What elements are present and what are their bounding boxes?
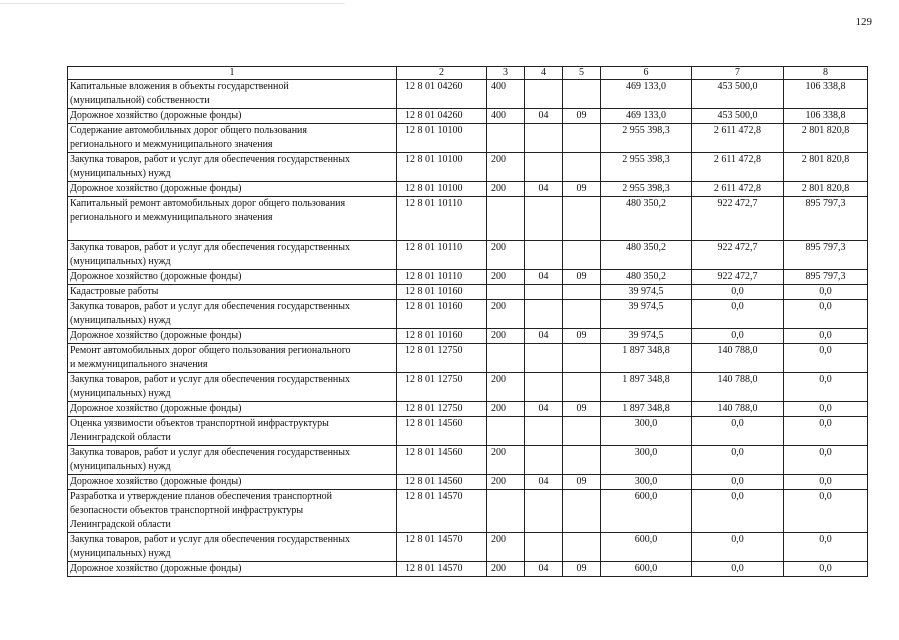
amount-col-8: 0,0 bbox=[784, 285, 868, 300]
subsection-code bbox=[563, 417, 601, 446]
column-header: 7 bbox=[692, 67, 784, 80]
expense-type-code bbox=[487, 285, 525, 300]
amount-col-8: 106 338,8 bbox=[784, 80, 868, 109]
amount-col-8: 895 797,3 bbox=[784, 197, 868, 241]
amount-col-6: 39 974,5 bbox=[601, 285, 692, 300]
amount-col-7: 922 472,7 bbox=[692, 197, 784, 241]
item-name: Ремонт автомобильных дорог общего пользования регионального и межмуниципального значения bbox=[68, 344, 397, 373]
amount-col-7: 0,0 bbox=[692, 562, 784, 577]
item-name: Закупка товаров, работ и услуг для обеспечения государственных (муниципальных) нужд bbox=[68, 300, 397, 329]
item-name: Кадастровые работы bbox=[68, 285, 397, 300]
item-name: Оценка уязвимости объектов транспортной инфраструктуры Ленинградской области bbox=[68, 417, 397, 446]
amount-col-8: 0,0 bbox=[784, 562, 868, 577]
section-code bbox=[525, 373, 563, 402]
target-code: 12 8 01 14570 bbox=[397, 562, 487, 577]
subsection-code: 09 bbox=[563, 182, 601, 197]
amount-col-6: 2 955 398,3 bbox=[601, 124, 692, 153]
amount-col-6: 2 955 398,3 bbox=[601, 182, 692, 197]
table-row bbox=[68, 344, 868, 373]
amount-col-7: 2 611 472,8 bbox=[692, 182, 784, 197]
item-name: Содержание автомобильных дорог общего пользования регионального и межмуниципального значения bbox=[68, 124, 397, 153]
section-code bbox=[525, 300, 563, 329]
target-code: 12 8 01 12750 bbox=[397, 402, 487, 417]
target-code: 12 8 01 10100 bbox=[397, 182, 487, 197]
subsection-code bbox=[563, 197, 601, 241]
item-name: Закупка товаров, работ и услуг для обеспечения государственных (муниципальных) нужд bbox=[68, 241, 397, 270]
expense-type-code: 400 bbox=[487, 109, 525, 124]
amount-col-8: 895 797,3 bbox=[784, 270, 868, 285]
amount-col-7: 453 500,0 bbox=[692, 109, 784, 124]
table-row bbox=[68, 153, 868, 182]
section-code: 04 bbox=[525, 182, 563, 197]
item-name: Закупка товаров, работ и услуг для обеспечения государственных (муниципальных) нужд bbox=[68, 533, 397, 562]
amount-col-7: 2 611 472,8 bbox=[692, 153, 784, 182]
target-code: 12 8 01 14560 bbox=[397, 417, 487, 446]
section-code bbox=[525, 490, 563, 533]
amount-col-6: 480 350,2 bbox=[601, 241, 692, 270]
subsection-code: 09 bbox=[563, 270, 601, 285]
expense-type-code: 200 bbox=[487, 153, 525, 182]
section-code bbox=[525, 197, 563, 241]
amount-col-8: 0,0 bbox=[784, 373, 868, 402]
expense-type-code: 200 bbox=[487, 562, 525, 577]
target-code: 12 8 01 04260 bbox=[397, 80, 487, 109]
amount-col-7: 453 500,0 bbox=[692, 80, 784, 109]
subsection-code bbox=[563, 241, 601, 270]
column-header: 2 bbox=[397, 67, 487, 80]
expense-type-code: 200 bbox=[487, 329, 525, 344]
expense-type-code: 200 bbox=[487, 475, 525, 490]
scan-edge-line bbox=[0, 3, 345, 4]
amount-col-6: 1 897 348,8 bbox=[601, 402, 692, 417]
target-code: 12 8 01 10160 bbox=[397, 329, 487, 344]
amount-col-7: 140 788,0 bbox=[692, 344, 784, 373]
target-code: 12 8 01 12750 bbox=[397, 344, 487, 373]
table-row bbox=[68, 182, 868, 197]
expense-type-code bbox=[487, 197, 525, 241]
subsection-code bbox=[563, 285, 601, 300]
table-row bbox=[68, 285, 868, 300]
table-row bbox=[68, 402, 868, 417]
amount-col-8: 2 801 820,8 bbox=[784, 182, 868, 197]
table-row bbox=[68, 446, 868, 475]
item-name: Капитальные вложения в объекты государственной (муниципальной) собственности bbox=[68, 80, 397, 109]
section-code bbox=[525, 446, 563, 475]
target-code: 12 8 01 10160 bbox=[397, 300, 487, 329]
amount-col-6: 1 897 348,8 bbox=[601, 373, 692, 402]
target-code: 12 8 01 10110 bbox=[397, 241, 487, 270]
target-code: 12 8 01 12750 bbox=[397, 373, 487, 402]
column-header: 4 bbox=[525, 67, 563, 80]
amount-col-8: 2 801 820,8 bbox=[784, 153, 868, 182]
table-row bbox=[68, 80, 868, 109]
target-code: 12 8 01 10110 bbox=[397, 197, 487, 241]
section-code bbox=[525, 285, 563, 300]
table-row bbox=[68, 197, 868, 241]
amount-col-8: 0,0 bbox=[784, 300, 868, 329]
amount-col-8: 0,0 bbox=[784, 446, 868, 475]
subsection-code bbox=[563, 80, 601, 109]
table-row bbox=[68, 373, 868, 402]
subsection-code bbox=[563, 446, 601, 475]
table-row bbox=[68, 417, 868, 446]
amount-col-6: 600,0 bbox=[601, 533, 692, 562]
item-name: Разработка и утверждение планов обеспечения транспортной безопасности объектов транспортной инфраструктуры Ленинградской области bbox=[68, 490, 397, 533]
table-row bbox=[68, 109, 868, 124]
amount-col-8: 0,0 bbox=[784, 490, 868, 533]
item-name: Дорожное хозяйство (дорожные фонды) bbox=[68, 182, 397, 197]
item-name: Дорожное хозяйство (дорожные фонды) bbox=[68, 475, 397, 490]
item-name: Закупка товаров, работ и услуг для обеспечения государственных (муниципальных) нужд bbox=[68, 373, 397, 402]
subsection-code: 09 bbox=[563, 475, 601, 490]
section-code: 04 bbox=[525, 402, 563, 417]
amount-col-7: 0,0 bbox=[692, 300, 784, 329]
expense-type-code: 200 bbox=[487, 241, 525, 270]
section-code: 04 bbox=[525, 475, 563, 490]
amount-col-7: 0,0 bbox=[692, 446, 784, 475]
section-code bbox=[525, 533, 563, 562]
amount-col-7: 0,0 bbox=[692, 285, 784, 300]
section-code bbox=[525, 344, 563, 373]
budget-table bbox=[67, 66, 868, 577]
page-number: 129 bbox=[855, 16, 872, 28]
table-row bbox=[68, 124, 868, 153]
item-name: Дорожное хозяйство (дорожные фонды) bbox=[68, 329, 397, 344]
table-row bbox=[68, 562, 868, 577]
section-code bbox=[525, 153, 563, 182]
table-row bbox=[68, 533, 868, 562]
subsection-code: 09 bbox=[563, 402, 601, 417]
amount-col-7: 0,0 bbox=[692, 533, 784, 562]
subsection-code bbox=[563, 490, 601, 533]
amount-col-8: 0,0 bbox=[784, 344, 868, 373]
expense-type-code bbox=[487, 417, 525, 446]
amount-col-7: 922 472,7 bbox=[692, 270, 784, 285]
amount-col-7: 922 472,7 bbox=[692, 241, 784, 270]
subsection-code bbox=[563, 124, 601, 153]
table-row bbox=[68, 329, 868, 344]
amount-col-6: 480 350,2 bbox=[601, 270, 692, 285]
column-header: 6 bbox=[601, 67, 692, 80]
amount-col-7: 0,0 bbox=[692, 490, 784, 533]
expense-type-code: 200 bbox=[487, 182, 525, 197]
table-row bbox=[68, 270, 868, 285]
table-row bbox=[68, 475, 868, 490]
section-code bbox=[525, 417, 563, 446]
expense-type-code: 400 bbox=[487, 80, 525, 109]
section-code: 04 bbox=[525, 562, 563, 577]
amount-col-6: 600,0 bbox=[601, 562, 692, 577]
amount-col-6: 600,0 bbox=[601, 490, 692, 533]
expense-type-code bbox=[487, 490, 525, 533]
amount-col-8: 895 797,3 bbox=[784, 241, 868, 270]
expense-type-code: 200 bbox=[487, 446, 525, 475]
item-name: Закупка товаров, работ и услуг для обеспечения государственных (муниципальных) нужд bbox=[68, 446, 397, 475]
amount-col-8: 106 338,8 bbox=[784, 109, 868, 124]
amount-col-7: 0,0 bbox=[692, 417, 784, 446]
section-code: 04 bbox=[525, 329, 563, 344]
column-header: 3 bbox=[487, 67, 525, 80]
section-code: 04 bbox=[525, 109, 563, 124]
amount-col-6: 2 955 398,3 bbox=[601, 153, 692, 182]
amount-col-6: 469 133,0 bbox=[601, 80, 692, 109]
subsection-code: 09 bbox=[563, 109, 601, 124]
target-code: 12 8 01 10100 bbox=[397, 124, 487, 153]
amount-col-7: 0,0 bbox=[692, 329, 784, 344]
amount-col-6: 469 133,0 bbox=[601, 109, 692, 124]
subsection-code bbox=[563, 300, 601, 329]
item-name: Дорожное хозяйство (дорожные фонды) bbox=[68, 270, 397, 285]
amount-col-8: 2 801 820,8 bbox=[784, 124, 868, 153]
amount-col-6: 1 897 348,8 bbox=[601, 344, 692, 373]
column-header: 1 bbox=[68, 67, 397, 80]
target-code: 12 8 01 10110 bbox=[397, 270, 487, 285]
amount-col-8: 0,0 bbox=[784, 402, 868, 417]
column-header: 5 bbox=[563, 67, 601, 80]
item-name: Капитальный ремонт автомобильных дорог общего пользования регионального и межмуниципального значения bbox=[68, 197, 397, 241]
subsection-code: 09 bbox=[563, 329, 601, 344]
expense-type-code bbox=[487, 124, 525, 153]
amount-col-7: 140 788,0 bbox=[692, 402, 784, 417]
table-row bbox=[68, 490, 868, 533]
subsection-code: 09 bbox=[563, 562, 601, 577]
subsection-code bbox=[563, 373, 601, 402]
expense-type-code: 200 bbox=[487, 270, 525, 285]
target-code: 12 8 01 10100 bbox=[397, 153, 487, 182]
expense-type-code bbox=[487, 344, 525, 373]
amount-col-8: 0,0 bbox=[784, 417, 868, 446]
column-number-row bbox=[68, 67, 868, 80]
target-code: 12 8 01 14570 bbox=[397, 533, 487, 562]
amount-col-7: 140 788,0 bbox=[692, 373, 784, 402]
amount-col-7: 2 611 472,8 bbox=[692, 124, 784, 153]
amount-col-6: 300,0 bbox=[601, 417, 692, 446]
item-name: Закупка товаров, работ и услуг для обеспечения государственных (муниципальных) нужд bbox=[68, 153, 397, 182]
amount-col-6: 480 350,2 bbox=[601, 197, 692, 241]
amount-col-8: 0,0 bbox=[784, 329, 868, 344]
section-code bbox=[525, 124, 563, 153]
section-code bbox=[525, 241, 563, 270]
item-name: Дорожное хозяйство (дорожные фонды) bbox=[68, 562, 397, 577]
amount-col-6: 300,0 bbox=[601, 475, 692, 490]
target-code: 12 8 01 10160 bbox=[397, 285, 487, 300]
item-name: Дорожное хозяйство (дорожные фонды) bbox=[68, 109, 397, 124]
amount-col-6: 300,0 bbox=[601, 446, 692, 475]
subsection-code bbox=[563, 533, 601, 562]
target-code: 12 8 01 14560 bbox=[397, 475, 487, 490]
amount-col-7: 0,0 bbox=[692, 475, 784, 490]
expense-type-code: 200 bbox=[487, 300, 525, 329]
target-code: 12 8 01 14560 bbox=[397, 446, 487, 475]
section-code bbox=[525, 80, 563, 109]
item-name: Дорожное хозяйство (дорожные фонды) bbox=[68, 402, 397, 417]
target-code: 12 8 01 04260 bbox=[397, 109, 487, 124]
table-row bbox=[68, 300, 868, 329]
target-code: 12 8 01 14570 bbox=[397, 490, 487, 533]
amount-col-8: 0,0 bbox=[784, 533, 868, 562]
table-row bbox=[68, 241, 868, 270]
expense-type-code: 200 bbox=[487, 373, 525, 402]
expense-type-code: 200 bbox=[487, 533, 525, 562]
subsection-code bbox=[563, 153, 601, 182]
amount-col-6: 39 974,5 bbox=[601, 300, 692, 329]
column-header: 8 bbox=[784, 67, 868, 80]
expense-type-code: 200 bbox=[487, 402, 525, 417]
section-code: 04 bbox=[525, 270, 563, 285]
amount-col-8: 0,0 bbox=[784, 475, 868, 490]
subsection-code bbox=[563, 344, 601, 373]
amount-col-6: 39 974,5 bbox=[601, 329, 692, 344]
